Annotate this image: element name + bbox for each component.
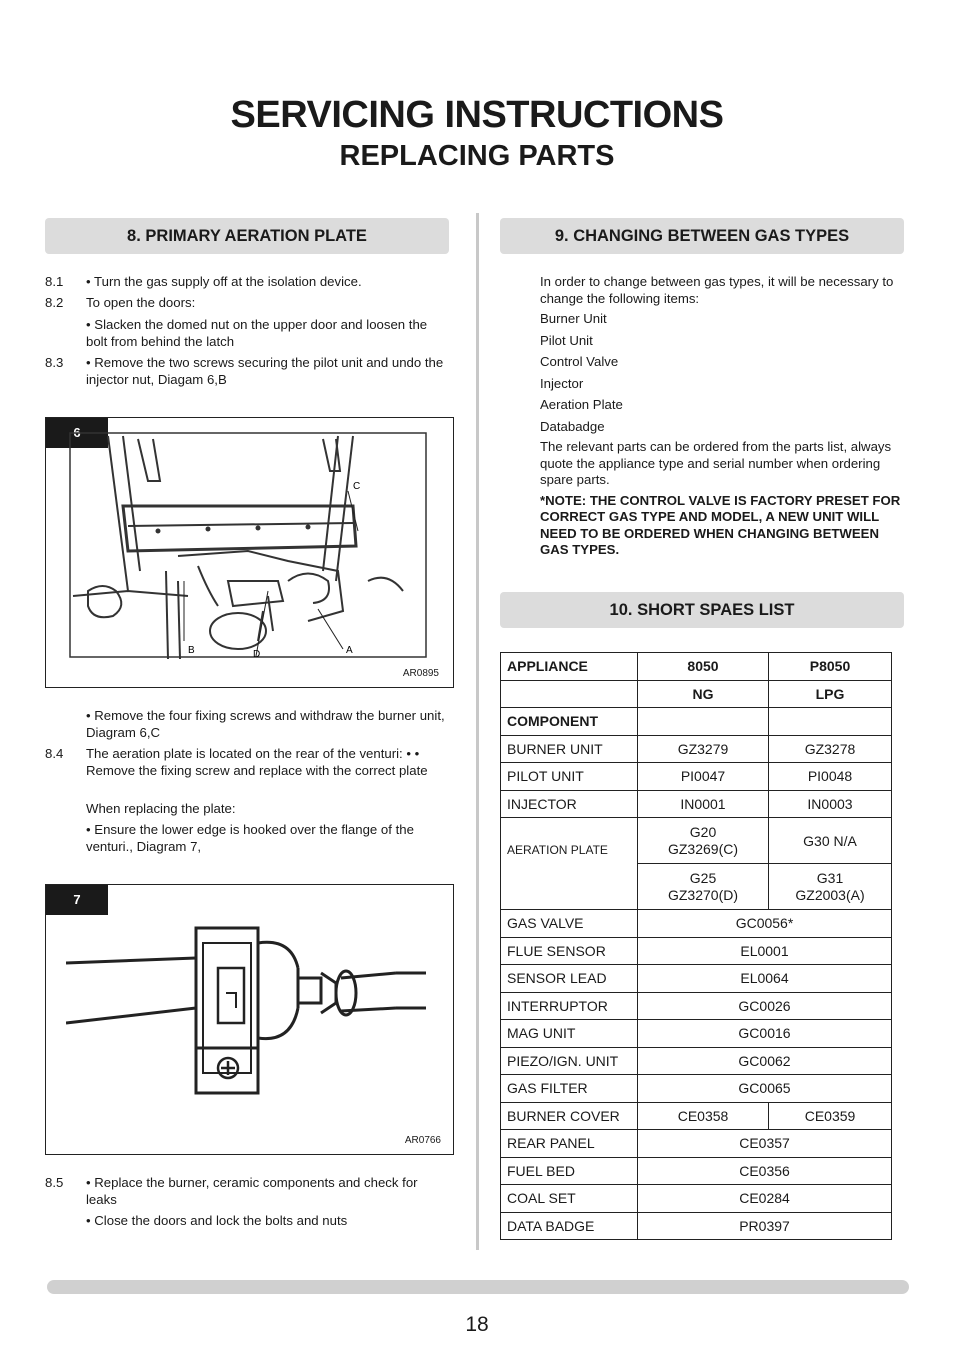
list-item: Pilot Unit [540, 332, 593, 348]
step-text: To open the doors: [86, 295, 196, 310]
step-text: • Turn the gas supply off at the isolation device. [86, 274, 362, 289]
table-cell: GAS VALVE [501, 910, 638, 938]
callout-b-label: B [188, 645, 195, 656]
callout-d-label: D [253, 649, 261, 659]
table-cell: IN0001 [638, 790, 769, 818]
figure-6-drawing [68, 431, 428, 659]
table-cell: EL0001 [638, 937, 892, 965]
code-line: G31 [816, 869, 844, 886]
table-row [501, 1157, 892, 1185]
table-cell: INJECTOR [501, 790, 638, 818]
table-row [501, 680, 892, 708]
code-line: GZ3270(D) [667, 886, 739, 903]
figure-7-drawing [66, 923, 426, 1123]
note-text: *NOTE: THE CONTROL VALVE IS FACTORY PRESET FOR CORRECT GAS TYPE AND MODEL, A NEW UNIT WILL NEED TO BE ORDERED WHEN CHANGING BETWEEN GAS TYPES. [540, 492, 901, 557]
step-text: The aeration plate is located on the rear of the venturi: • • Remove the fixing screw and replace with the correct plate [86, 746, 428, 778]
table-cell [638, 818, 769, 864]
table-cell: P8050 [769, 653, 892, 681]
section-9-heading: 9. CHANGING BETWEEN GAS TYPES [500, 218, 904, 254]
table-cell: DATA BADGE [501, 1212, 638, 1240]
table-row [501, 965, 892, 993]
table-cell [501, 818, 638, 910]
table-cell: 8050 [638, 653, 769, 681]
code-line: GZ2003(A) [795, 886, 865, 903]
table-cell: PI0047 [638, 763, 769, 791]
page-subtitle: REPLACING PARTS [339, 140, 615, 172]
table-cell: PR0397 [638, 1212, 892, 1240]
table-row [501, 992, 892, 1020]
table-cell: CE0284 [638, 1185, 892, 1213]
figure-code: AR0895 [402, 668, 439, 679]
step-number: 8.1 [45, 274, 64, 289]
table-cell: CE0358 [638, 1102, 769, 1130]
figure-number-tag: 6 [46, 418, 108, 448]
list-item: Control Valve [540, 354, 619, 369]
parts-table [500, 652, 892, 1240]
footer-bar [47, 1280, 909, 1294]
table-row [501, 818, 892, 864]
table-cell: SENSOR LEAD [501, 965, 638, 993]
table-cell [769, 864, 892, 910]
step-text: • Replace the burner, ceramic components and check for leaks [86, 1175, 418, 1207]
table-cell: GC0065 [638, 1075, 892, 1103]
figure-6 [45, 417, 454, 688]
table-cell [501, 680, 638, 708]
table-cell: PI0048 [769, 763, 892, 791]
table-cell: EL0064 [638, 965, 892, 993]
table-cell: FUEL BED [501, 1157, 638, 1185]
table-row [501, 763, 892, 791]
table-cell: BURNER UNIT [501, 735, 638, 763]
callout-a-label: A [346, 645, 353, 656]
table-cell: GZ3278 [769, 735, 892, 763]
table-cell: FLUE SENSOR [501, 937, 638, 965]
table-row [501, 1102, 892, 1130]
table-cell [638, 864, 769, 910]
table-cell: LPG [769, 680, 892, 708]
table-row [501, 735, 892, 763]
table-cell: INTERRUPTOR [501, 992, 638, 1020]
table-cell: GAS FILTER [501, 1075, 638, 1103]
table-cell: BURNER COVER [501, 1102, 638, 1130]
table-cell: APPLIANCE [501, 653, 638, 681]
list-item: Aeration Plate [540, 397, 623, 412]
table-cell: COAL SET [501, 1185, 638, 1213]
table-row [501, 937, 892, 965]
table-row [501, 1130, 892, 1158]
table-cell [638, 708, 769, 736]
table-cell: GC0026 [638, 992, 892, 1020]
table-cell: IN0003 [769, 790, 892, 818]
table-row [501, 653, 892, 681]
table-cell: GC0016 [638, 1020, 892, 1048]
aeration-plate-label: AERATION PLATE [507, 842, 608, 857]
section-10-heading: 10. SHORT SPAES LIST [500, 592, 904, 628]
step-text: • Ensure the lower edge is hooked over the flange of the venturi., Diagram 7, [86, 822, 414, 854]
table-row [501, 1185, 892, 1213]
table-cell: CE0359 [769, 1102, 892, 1130]
list-item: Burner Unit [540, 311, 607, 326]
table-row [501, 1047, 892, 1075]
table-cell: CE0357 [638, 1130, 892, 1158]
table-cell [769, 708, 892, 736]
table-row [501, 910, 892, 938]
step-text: • Close the doors and lock the bolts and nuts [86, 1213, 348, 1228]
code-line: GZ3269(C) [667, 840, 739, 857]
table-row [501, 790, 892, 818]
intro-text: In order to change between gas types, it will be necessary to change the following items: [540, 274, 894, 306]
list-item: Injector [540, 375, 584, 391]
step-text: • Remove the two screws securing the pilot unit and undo the injector nut, Diagam 6,B [86, 355, 444, 387]
table-cell: NG [638, 680, 769, 708]
table-cell: GC0056* [638, 910, 892, 938]
step-number: 8.3 [45, 355, 64, 370]
callout-c-label: C [353, 481, 361, 492]
figure-code: AR0766 [404, 1135, 441, 1146]
table-row [501, 1020, 892, 1048]
page-number: 18 [465, 1313, 489, 1336]
table-cell: GC0062 [638, 1047, 892, 1075]
step-text: • Remove the four fixing screws and withdraw the burner unit, Diagram 6,C [86, 708, 445, 740]
code-line: G25 [689, 869, 717, 886]
table-cell: GZ3279 [638, 735, 769, 763]
table-cell: CE0356 [638, 1157, 892, 1185]
step-text: When replacing the plate: [86, 801, 236, 816]
section-8-heading: 8. PRIMARY AERATION PLATE [45, 218, 449, 254]
page-title: SERVICING INSTRUCTIONS [230, 94, 724, 136]
table-cell: PIEZO/IGN. UNIT [501, 1047, 638, 1075]
code-line: G20 [689, 823, 717, 840]
figure-7 [45, 884, 454, 1155]
step-number: 8.4 [45, 746, 64, 761]
figure-number-tag: 7 [46, 885, 108, 915]
step-number: 8.2 [45, 295, 64, 310]
table-row [501, 1075, 892, 1103]
column-divider [476, 213, 479, 1250]
table-cell: G30 N/A [769, 818, 892, 864]
table-cell: PILOT UNIT [501, 763, 638, 791]
table-row [501, 708, 892, 736]
table-cell: REAR PANEL [501, 1130, 638, 1158]
ordering-paragraph: The relevant parts can be ordered from the parts list, always quote the appliance type and serial number when ordering spare parts. [540, 439, 892, 487]
step-text: • Slacken the domed nut on the upper door and loosen the bolt from behind the latch [86, 317, 428, 349]
step-number: 8.5 [45, 1175, 64, 1190]
list-item: Databadge [540, 418, 605, 434]
table-cell: COMPONENT [501, 708, 638, 736]
table-row [501, 1212, 892, 1240]
section-9-body [540, 274, 910, 559]
table-cell: MAG UNIT [501, 1020, 638, 1048]
